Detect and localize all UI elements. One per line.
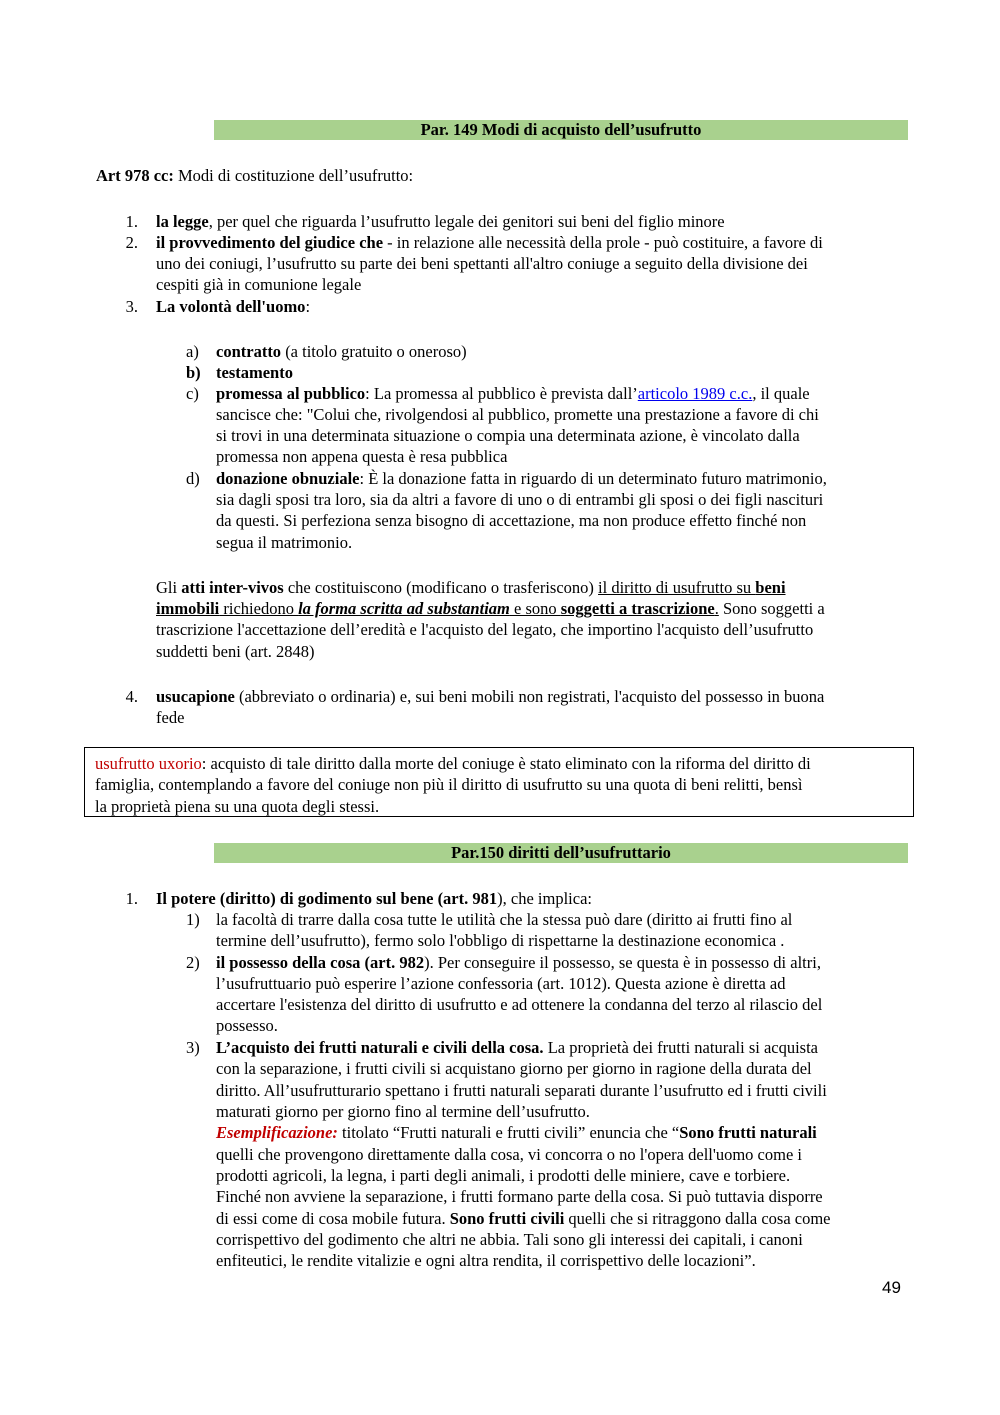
list-marker: 3. bbox=[125, 297, 138, 316]
bold-underlined-text: immobili bbox=[156, 599, 220, 618]
list-marker: 4. bbox=[125, 687, 138, 706]
list-marker: 1. bbox=[125, 889, 138, 908]
art978-label: Art 978 cc: bbox=[96, 166, 174, 185]
uxorio-term: usufrutto uxorio bbox=[95, 754, 202, 773]
bold-underlined-text: beni bbox=[755, 578, 786, 597]
item-text: : La promessa al pubblico è prevista dall’ bbox=[365, 384, 638, 403]
item-bold: La volontà dell'uomo bbox=[156, 297, 306, 316]
section-heading-par149: Par. 149 Modi di acquisto dell’usufrutto bbox=[214, 120, 908, 140]
rights-item-possesso-l2: l’usufruttuario può esperire l’azione confessoria (art. 1012). Questa azione è diretta ad bbox=[216, 974, 786, 993]
rights-item-frutti-l4: maturati giorno per giorno fino al termine dell’usufrutto. bbox=[216, 1102, 590, 1121]
bold-italic-underlined-text: la forma scritta ad substantiam bbox=[298, 599, 510, 618]
text: titolato “Frutti naturali e frutti civili” enuncia che “ bbox=[337, 1123, 680, 1142]
list-item-giudice-l3: cespiti già in comunione legale bbox=[156, 275, 362, 294]
rights-marker: 3) bbox=[186, 1038, 200, 1057]
list-item-volonta bbox=[156, 296, 310, 318]
list-marker: 2. bbox=[125, 233, 138, 252]
sublist-marker: a) bbox=[186, 342, 199, 361]
item-text: , per quel che riguarda l’usufrutto legale dei genitori sui beni del figlio minore bbox=[208, 212, 725, 231]
article-1989-link[interactable]: articolo 1989 c.c. bbox=[637, 384, 753, 403]
atti-paragraph-l3: trascrizione l'accettazione dell’eredità e l'acquisto del legato, che importino l'acquisto dell’usufrutto bbox=[156, 620, 814, 639]
bold-text: atti inter-vivos bbox=[181, 578, 284, 597]
art978-text: Modi di costituzione dell’usufrutto: bbox=[173, 166, 414, 185]
rights-marker: 1) bbox=[186, 910, 200, 929]
list-item-potere bbox=[156, 888, 592, 910]
esempio-l6: corrispettivo del godimento che altri ne abbia. Tali sono gli interessi dei capitali, i canoni bbox=[216, 1230, 803, 1249]
rights-item-frutti bbox=[216, 1037, 818, 1059]
list-item-giudice-l2: uno dei coniugi, l’usufrutto su parte dei beni spettanti all'altro coniuge a seguito della divisione dei bbox=[156, 254, 808, 273]
sublist-item-donazione-l4: segua il matrimonio. bbox=[216, 533, 353, 552]
sublist-item-donazione-l3: da questi. Si perfeziona senza bisogno di accettazione, ma non produce effetto finché non bbox=[216, 511, 807, 530]
item-text: - in relazione alle necessità della prole - può costituire, a favore di bbox=[383, 233, 823, 252]
esempio-l3: prodotti agricoli, la legna, i parti degli animali, i prodotti delle miniere, cave e torbiere. bbox=[216, 1166, 791, 1185]
sublist-item-promessa bbox=[216, 383, 810, 405]
list-item-usucapione-l2: fede bbox=[156, 708, 185, 727]
text: quelli che si ritraggono dalla cosa come bbox=[564, 1209, 831, 1228]
underlined-text: e sono bbox=[509, 599, 561, 618]
item-text: La proprietà dei frutti naturali si acquista bbox=[543, 1038, 819, 1057]
sublist-marker: d) bbox=[186, 469, 200, 488]
text: di essi come di cosa mobile futura. bbox=[216, 1209, 450, 1228]
rights-item-frutti-l3: diritto. All’usufrutturario spettano i frutti naturali separati durante l’usufrutto ed i frutti civili bbox=[216, 1081, 827, 1100]
bold-text: Sono frutti civili bbox=[449, 1209, 565, 1228]
sublist-item-promessa-l3: si trovi in una determinata situazione o compia una determinata azione, è vincolato dalla bbox=[216, 426, 800, 445]
bold-text: Sono frutti naturali bbox=[679, 1123, 817, 1142]
item-text: (abbreviato o ordinaria) e, sui beni mobili non registrati, l'acquisto del possesso in buona bbox=[234, 687, 825, 706]
rights-item-facolta-l2: termine dell’usufrutto), fermo solo l'obbligo di rispettarne la destinazione economica . bbox=[216, 931, 785, 950]
item-bold: il provvedimento del giudice che bbox=[156, 233, 384, 252]
sublist-item-donazione-l2: sia dagli sposi tra loro, sia da altri a favore di uno o di entrambi gli sposi o dei figli nascituri bbox=[216, 490, 824, 509]
esempio-l4: Finché non avviene la separazione, i frutti formano parte della cosa. Si può tuttavia disporre bbox=[216, 1187, 823, 1206]
item-bold: L’acquisto dei frutti naturali e civili della cosa. bbox=[216, 1038, 544, 1057]
esempio-l5 bbox=[216, 1208, 831, 1230]
esempio-l7: enfiteutici, le rendite vitalizie e ogni altra rendita, il corrispettivo delle locazioni”. bbox=[216, 1251, 756, 1270]
rights-item-possesso-l3: accertare l'esistenza del diritto di usufrutto e ad ottenere la condanna del terzo al rilascio del bbox=[216, 995, 823, 1014]
sublist-item-contratto bbox=[216, 341, 467, 363]
list-item-usucapione bbox=[156, 686, 824, 708]
item-bold: la legge bbox=[156, 212, 209, 231]
sublist-item-promessa-l2: sancisce che: "Colui che, rivolgendosi al pubblico, promette una prestazione a favore di chi bbox=[216, 405, 819, 424]
text: Gli bbox=[156, 578, 182, 597]
rights-item-possesso bbox=[216, 952, 821, 974]
uxorio-l2: famiglia, contemplando a favore del coniuge non più il diritto di usufrutto su una quota di beni relitti, bensì bbox=[95, 775, 803, 794]
art978-line bbox=[96, 165, 413, 187]
esempio-l2: quelli che provengono direttamente dalla cosa, vi concorra o no l'opera dell'uomo come i bbox=[216, 1145, 802, 1164]
sublist-item-testamento bbox=[216, 362, 293, 384]
item-text: : bbox=[305, 297, 311, 316]
esempio-l1 bbox=[216, 1122, 817, 1144]
item-text: (a titolo gratuito o oneroso) bbox=[281, 342, 467, 361]
item-text: : È la donazione fatta in riguardo di un determinato futuro matrimonio, bbox=[359, 469, 827, 488]
rights-item-facolta: la facoltà di trarre dalla cosa tutte le utilità che la stessa può dare (diritto ai frutti fino al bbox=[216, 910, 793, 929]
list-item-legge bbox=[156, 211, 725, 233]
list-marker: 1. bbox=[125, 212, 138, 231]
item-text: ). Per conseguire il possesso, se questa è in possesso di altri, bbox=[424, 953, 821, 972]
item-text: , il quale bbox=[752, 384, 810, 403]
text: che costituiscono (modificano o trasferiscono) bbox=[283, 578, 599, 597]
atti-paragraph-l2 bbox=[156, 598, 825, 620]
rights-item-possesso-l4: possesso. bbox=[216, 1016, 278, 1035]
underlined-text: il diritto di usufrutto su bbox=[598, 578, 756, 597]
item-bold: Il potere (diritto) di godimento sul bene (art. 981 bbox=[156, 889, 498, 908]
list-item-giudice bbox=[156, 232, 823, 254]
item-bold: promessa al pubblico bbox=[216, 384, 366, 403]
sublist-marker: c) bbox=[186, 384, 199, 403]
page-number: 49 bbox=[882, 1278, 901, 1297]
rights-item-frutti-l2: con la separazione, i frutti civili si acquistano giorno per giorno in ragione della durata del bbox=[216, 1059, 812, 1078]
text: Sono soggetti a bbox=[718, 599, 825, 618]
underlined-text: . bbox=[714, 599, 719, 618]
item-bold: donazione obnuziale bbox=[216, 469, 360, 488]
sublist-item-promessa-l4: promessa non appena questa è resa pubblica bbox=[216, 447, 508, 466]
bold-underlined-text: soggetti a trascrizione bbox=[560, 599, 715, 618]
item-bold: il possesso della cosa (art. 982 bbox=[216, 953, 425, 972]
underlined-text: richiedono bbox=[219, 599, 299, 618]
rights-marker: 2) bbox=[186, 953, 200, 972]
uxorio-l1 bbox=[95, 753, 811, 775]
item-bold: usucapione bbox=[156, 687, 235, 706]
text: : acquisto di tale diritto dalla morte del coniuge è stato eliminato con la riforma del diritto di bbox=[201, 754, 811, 773]
atti-paragraph-l1 bbox=[156, 577, 786, 599]
esempio-label: Esemplificazione: bbox=[216, 1123, 338, 1142]
sublist-marker: b) bbox=[186, 363, 201, 382]
uxorio-l3: la proprietà piena su una quota degli stessi. bbox=[95, 797, 380, 816]
item-bold: testamento bbox=[216, 363, 293, 382]
atti-paragraph-l4: suddetti beni (art. 2848) bbox=[156, 642, 315, 661]
section-heading-par150: Par.150 diritti dell’usufruttario bbox=[214, 843, 908, 863]
item-bold: contratto bbox=[216, 342, 282, 361]
item-text: ), che implica: bbox=[497, 889, 592, 908]
sublist-item-donazione bbox=[216, 468, 827, 490]
